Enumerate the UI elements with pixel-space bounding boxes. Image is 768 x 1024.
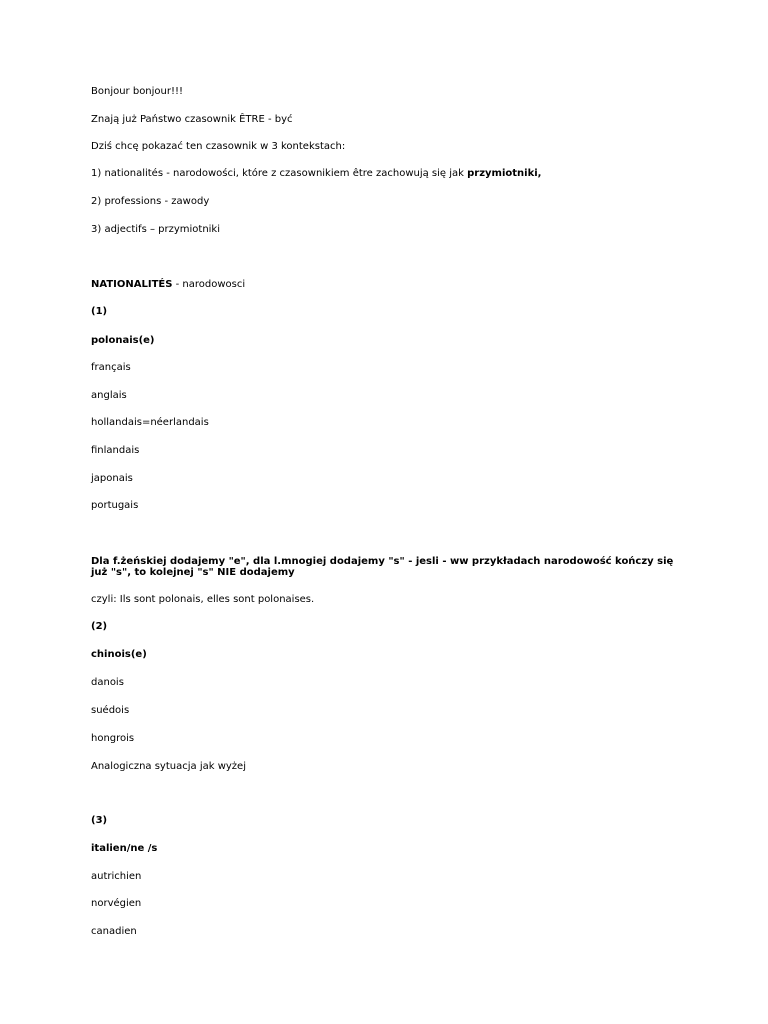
intro-item-1-text: 1) nationalités - narodowości, które z czasownikiem être zachowują się jak [91, 168, 468, 179]
intro-item-3: 3) adjectifs – przymiotniki [91, 224, 221, 235]
greeting: Bonjour bonjour!!! [91, 86, 184, 97]
group-3-label: (3) [91, 815, 108, 826]
list-item: suédois [91, 705, 130, 716]
section-heading-rest: - narodowosci [172, 279, 246, 290]
group-1-label: (1) [91, 306, 108, 317]
list-item: anglais [91, 390, 127, 401]
list-item: français [91, 362, 131, 373]
list-item: finlandais [91, 445, 140, 456]
intro-item-1-bold: przymiotniki, [467, 168, 542, 179]
intro-line-etre: Znają już Państwo czasownik ÊTRE - być [91, 114, 293, 125]
list-item: autrichien [91, 871, 142, 882]
section-heading [91, 279, 691, 290]
intro-item-2: 2) professions - zawody [91, 196, 210, 207]
group-2-label: (2) [91, 621, 108, 632]
intro-item-1 [91, 168, 691, 179]
example-sentence: czyli: Ils sont polonais, elles sont polonaises. [91, 594, 315, 605]
list-item: norvégien [91, 898, 142, 909]
list-item: hollandais=néerlandais [91, 417, 209, 428]
list-item: japonais [91, 473, 133, 484]
list-item: danois [91, 677, 124, 688]
intro-line-contexts: Dziś chcę pokazać ten czasownik w 3 kontekstach: [91, 141, 346, 152]
section-heading-bold: NATIONALITÉS [91, 279, 173, 290]
group-2-note: Analogiczna sytuacja jak wyżej [91, 761, 246, 772]
list-item: hongrois [91, 733, 135, 744]
group-3-head: italien/ne /s [91, 843, 158, 854]
rule-note: Dla f.żeńskiej dodajemy "e", dla l.mnogiej dodajemy "s" - jesli - ww przykładach narodowość kończy się już "s", to kolejnej "s" NIE dodajemy [91, 556, 674, 578]
group-2-head: chinois(e) [91, 649, 147, 660]
list-item: canadien [91, 926, 137, 937]
list-item: portugais [91, 500, 139, 511]
group-1-head: polonais(e) [91, 335, 155, 346]
